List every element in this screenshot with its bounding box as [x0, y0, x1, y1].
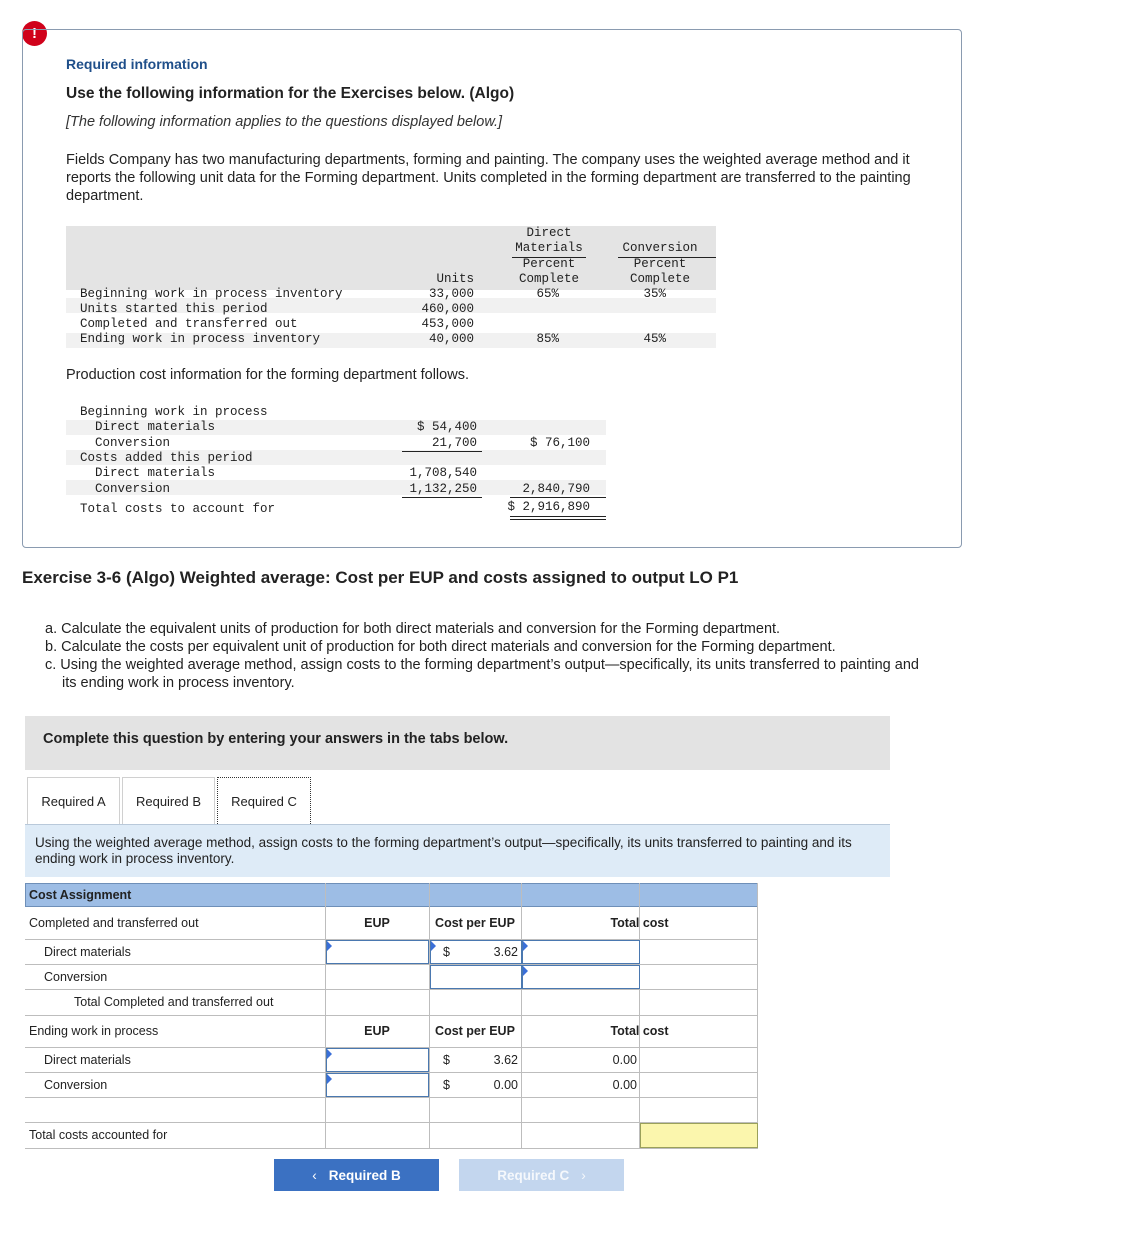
production-cost-text: Production cost information for the forming department follows. — [66, 367, 469, 383]
cost-assignment-grid — [25, 883, 758, 1149]
exercise-title: Exercise 3-6 (Algo) Weighted average: Cost per EUP and costs assigned to output LO P1 — [22, 568, 739, 587]
completed-conv-total-input[interactable] — [522, 965, 640, 989]
ending-dm-eup-input[interactable] — [326, 1048, 429, 1072]
use-following-heading: Use the following information for the Exercises below. (Algo) — [66, 85, 515, 102]
dollar-sign: $ — [443, 945, 450, 959]
completed-transferred-label: Completed and transferred out — [29, 916, 199, 930]
row-dm-pct: 85% — [536, 332, 559, 346]
total-costs-accounted-input[interactable] — [640, 1123, 758, 1148]
row-conv-pct: 45% — [643, 332, 666, 346]
total-costs-value: $ 2,916,890 — [507, 500, 590, 514]
completed-conv-cost-input[interactable] — [430, 965, 522, 989]
previous-required-b-button[interactable] — [274, 1159, 439, 1191]
completed-dm-cost-input[interactable] — [430, 940, 522, 964]
cost-table — [66, 403, 626, 523]
added-dm-value: 1,708,540 — [409, 466, 477, 480]
row-units: 33,000 — [428, 287, 474, 301]
ending-conv-total: 0.00 — [612, 1078, 637, 1092]
total-costs-accounted-label: Total costs accounted for — [29, 1128, 168, 1142]
completed-conv-label: Conversion — [44, 970, 108, 984]
added-total: 2,840,790 — [522, 482, 590, 496]
dollar-sign: $ — [443, 1053, 450, 1067]
row-dm-pct: 65% — [536, 287, 559, 301]
chevron-right-icon: › — [581, 1167, 586, 1183]
cost-assignment-title: Cost Assignment — [29, 888, 132, 902]
next-button-label: Required C — [497, 1167, 570, 1183]
required-information-title: Required information — [66, 56, 208, 72]
added-dm-label: Direct materials — [95, 466, 216, 480]
task-c: c. Using the weighted average method, assign costs to the forming department’s output—specifically, its units transferred to painting and its ending work in process inventory. — [45, 657, 919, 691]
dm-header-line4: Complete — [518, 272, 579, 286]
beginning-wip-label: Beginning work in process — [80, 405, 268, 419]
bwip-conv-value: 21,700 — [431, 436, 477, 450]
grid-header-bar — [25, 883, 758, 907]
bwip-total: $ 76,100 — [529, 436, 590, 450]
prev-button-label: Required B — [328, 1167, 401, 1183]
ending-dm-label: Direct materials — [44, 1053, 131, 1067]
row-label: Completed and transferred out — [80, 317, 298, 331]
tab-required-c[interactable]: Required C — [217, 777, 311, 824]
bwip-dm-value: $ 54,400 — [416, 420, 477, 434]
eup-header: EUP — [364, 916, 390, 930]
task-a: a. Calculate the equivalent units of production for both direct materials and conversion for the Forming department. — [45, 621, 781, 637]
cost-per-eup-header-2: Cost per EUP — [435, 1024, 515, 1038]
row-units: 40,000 — [428, 332, 474, 346]
tab-required-a[interactable]: Required A — [27, 777, 120, 824]
total-cost-header-2: Total cost — [610, 1024, 669, 1038]
bwip-conv-label: Conversion — [95, 436, 171, 450]
company-intro-text: Fields Company has two manufacturing departments, forming and painting. The company uses the weighted average method and it reports the following unit data for the Forming department. Units completed in the forming department are transferred to the painting department. — [66, 152, 911, 204]
completed-dm-total-input[interactable] — [522, 940, 640, 964]
bwip-dm-label: Direct materials — [95, 420, 216, 434]
cost-per-eup-header: Cost per EUP — [435, 916, 515, 930]
applies-note: [The following information applies to the questions displayed below.] — [66, 114, 503, 130]
completed-dm-cost-per-eup: 3.62 — [493, 945, 518, 959]
ending-dm-total: 0.00 — [612, 1053, 637, 1067]
row-label: Beginning work in process inventory — [80, 287, 343, 301]
row-units: 453,000 — [421, 317, 474, 331]
row-label: Ending work in process inventory — [80, 332, 321, 346]
eup-header-2: EUP — [364, 1024, 390, 1038]
costs-added-label: Costs added this period — [80, 451, 253, 465]
dm-header-line3: Percent — [522, 257, 576, 271]
total-costs-label: Total costs to account for — [80, 502, 276, 516]
conv-header-line2: Percent — [633, 257, 687, 271]
task-list — [45, 620, 925, 692]
conv-header-line3: Complete — [629, 272, 690, 286]
conv-header-line1: Conversion — [622, 241, 698, 255]
ending-dm-cost-per-eup: 3.62 — [493, 1053, 518, 1067]
complete-instructions-bar: Complete this question by entering your answers in the tabs below. — [25, 716, 890, 770]
tab-required-b[interactable]: Required B — [122, 777, 215, 824]
ending-conv-label: Conversion — [44, 1078, 108, 1092]
next-required-c-button[interactable] — [459, 1159, 624, 1191]
alert-icon: ! — [22, 21, 47, 46]
chevron-left-icon: ‹ — [312, 1167, 317, 1183]
task-b: b. Calculate the costs per equivalent unit of production for both direct materials and conversion for the Forming department. — [45, 639, 836, 655]
units-table — [66, 226, 716, 348]
row-conv-pct: 35% — [643, 287, 666, 301]
added-conv-value: 1,132,250 — [409, 482, 477, 496]
added-conv-label: Conversion — [95, 482, 171, 496]
completed-dm-label: Direct materials — [44, 945, 131, 959]
completed-dm-eup-input[interactable] — [326, 940, 429, 964]
row-units: 460,000 — [421, 302, 474, 316]
dm-header-line2: Materials — [515, 241, 583, 255]
dollar-sign: $ — [443, 1078, 450, 1092]
row-label: Units started this period — [80, 302, 268, 316]
required-information-panel — [22, 29, 962, 548]
total-cost-header: Total cost — [610, 916, 669, 930]
total-completed-label: Total Completed and transferred out — [74, 995, 274, 1009]
dm-header-line1: Direct — [526, 226, 572, 240]
ending-wip-label: Ending work in process — [29, 1024, 159, 1038]
required-c-instructions: Using the weighted average method, assign costs to the forming department’s output—specifically, its units transferred to painting and its ending work in process inventory. — [25, 825, 890, 877]
units-header: Units — [436, 272, 474, 286]
ending-conv-eup-input[interactable] — [326, 1073, 429, 1097]
ending-conv-cost-per-eup: 0.00 — [493, 1078, 518, 1092]
